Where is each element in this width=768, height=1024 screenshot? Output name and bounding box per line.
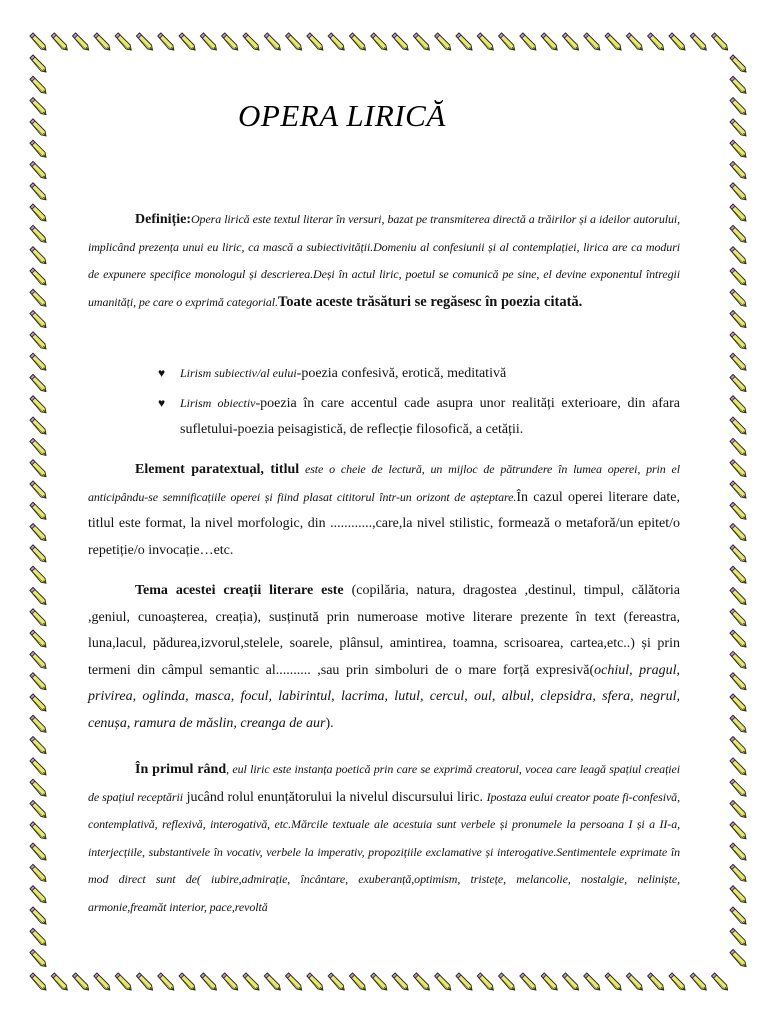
pencil-icon [30,886,46,903]
pencil-icon [730,950,746,967]
pencil-icon [626,33,642,50]
pencil-icon [200,33,216,50]
pencil-icon [392,33,408,50]
pencil-icon [30,502,46,519]
pencil-icon [30,651,46,668]
pencil-icon [30,545,46,562]
pencil-icon [30,353,46,370]
pencil-icon [243,33,259,50]
pencil-icon [30,268,46,285]
pencil-icon [94,33,110,50]
pencil-icon [730,609,746,626]
pencil-icon [30,973,46,990]
pencil-icon [563,973,579,990]
pencil-icon [584,33,600,50]
pencil-icon [435,33,451,50]
pencil-icon [648,33,664,50]
definition-text: Opera lirică este textul literar în versuri, bazat pe transmiterea directă a trăirilor și a ideilor autorului, implicând prezența unui eu liric, ca mască a subiectivității.Domeniu al confesiunii și al contemplației, lirica are ca moduri de expunere specifice monologul și descrierea.Deși în actul liric, poetul se comunică pe sine, el devine exponentul întregii umanități, pe care o exprimă categorial. [88,212,680,309]
theme-text: (copilăria, natura, dragostea ,destinul, timpul, călătoria ,geniul, cunoașterea, creația), susținută prin numeroase motive literare prezente în text (fereastra, luna,lacul, pădurea,izvorul,stelele, soarele, plânsul, amintirea, toamna, scrisoarea, cartea,etc..) și prin termeni din câmpul semantic al.......... ,sau prin simboluri de o mare forță expresivă( [88,583,680,678]
pencil-icon [30,225,46,242]
pencil-icon [730,55,746,72]
pencil-icon [30,98,46,115]
pencil-icon [51,33,67,50]
pencil-icon [30,822,46,839]
pencil-icon [730,588,746,605]
pencil-icon [730,119,746,136]
pencil-icon [730,289,746,306]
pencil-icon [179,33,195,50]
pencil-icon [30,758,46,775]
pencil-icon [730,545,746,562]
pencil-icon [30,694,46,711]
pencil-icon [730,886,746,903]
pencil-icon [730,673,746,690]
pencil-icon [222,33,238,50]
paratext-italic: este o cheie de lectură, un mijloc de pătrundere în lumea operei, prin el anticipându-se semnificațiile operei și fiind plasat cititorul într-un orizont de așteptare. [88,462,680,504]
pencil-icon [456,33,472,50]
pencil-icon [730,438,746,455]
pencil-icon [30,311,46,328]
pencil-icon [730,907,746,924]
pencil-icon [30,609,46,626]
pencil-icon [690,33,706,50]
pencil-icon [30,588,46,605]
pencil-icon [264,33,280,50]
pencil-icon [541,33,557,50]
pencil-icon [477,33,493,50]
pencil-icon [30,460,46,477]
pencil-icon [30,779,46,796]
pencil-icon [730,737,746,754]
pencil-icon [94,973,110,990]
pencil-icon [648,973,664,990]
pencil-icon [30,417,46,434]
pencil-icon [30,524,46,541]
pencil-icon [243,973,259,990]
pencil-icon [350,33,366,50]
pencil-icon [222,973,238,990]
pencil-icon [371,973,387,990]
pencil-icon [730,332,746,349]
pencil-icon [730,311,746,328]
pencil-icon [30,396,46,413]
pencil-icon [51,973,67,990]
pencil-icon [30,481,46,498]
pencil-icon [563,33,579,50]
pencil-icon [30,140,46,157]
pencil-icon [456,973,472,990]
pencil-icon [584,973,600,990]
heart-bullet-icon: ♥ [158,366,166,380]
pencil-icon [115,33,131,50]
pencil-icon [30,864,46,881]
pencil-icon [30,907,46,924]
pencil-icon [30,566,46,583]
paratext-paragraph [88,456,680,564]
pencil-icon [730,566,746,583]
pencil-icon [712,973,728,990]
pencil-icon [392,973,408,990]
pencil-icon [690,973,706,990]
pencil-icon [115,973,131,990]
pencil-icon [520,33,536,50]
pencil-icon [73,33,89,50]
pencil-icon [605,973,621,990]
pencil-icon [137,973,153,990]
theme-paragraph [88,578,680,737]
pencil-icon [712,33,728,50]
pencil-icon [137,33,153,50]
pencil-icon [499,33,515,50]
pencil-icon [158,33,174,50]
pencil-icon [30,928,46,945]
lyric-types-list [158,360,680,446]
pencil-icon [30,843,46,860]
pencil-icon [30,76,46,93]
bullet-italic: Lirism obiectiv [180,395,256,410]
pencil-icon [730,694,746,711]
pencil-icon [30,737,46,754]
pencil-icon [730,375,746,392]
pencil-icon [730,162,746,179]
first-italic-1: , eul liric este instanța poetică prin care se exprimă creatorul, vocea care leagă spațiul creației de spațiul receptării [88,762,681,804]
pencil-icon [626,973,642,990]
pencil-icon [730,98,746,115]
theme-symbols: ochiul, pragul, privirea, oglinda, masca, focul, labirintul, lacrima, lutul, cercul, oul, albul, clepsidra, sfera, negrul, cenușa, ramura de măslin, creanga de aur [88,662,680,731]
first-italic-2: Ipostaza eului creator poate fi-confesivă, contemplativă, reflexivă, interogativă, etc.Mărcile textuale ale acestuia sunt verbele și pronumele la persoana I și a II-a, interjecțiile, substantivele în vocativ, verbele la imperativ, propozițiile exclamative și interogative.Sentimentele exprimate în mod direct sunt de( iubire,admirație, încântare, exuberanță,optimism, tristețe, melancolie, nostalgie, neliniște, armonie,freamăt interior, pace,revoltă [88,789,680,914]
pencil-icon [435,973,451,990]
pencil-icon [730,779,746,796]
first-lead: În primul rând [135,762,227,777]
pencil-icon [730,353,746,370]
pencil-icon [730,247,746,264]
pencil-icon [30,55,46,72]
first-paragraph [88,756,680,921]
first-text: jucând rolul enunțătorului la nivelul discursului liric. [182,789,487,805]
paratext-lead: Element paratextual, titlul [135,462,300,477]
pencil-icon [541,973,557,990]
pencil-icon [328,33,344,50]
pencil-icon [328,973,344,990]
pencil-icon [730,140,746,157]
pencil-icon [730,864,746,881]
pencil-icon [307,33,323,50]
pencil-icon [730,822,746,839]
heart-bullet-icon: ♥ [158,395,166,410]
pencil-icon [730,630,746,647]
pencil-icon [730,417,746,434]
bullet-text: -poezia confesivă, erotică, meditativă [296,366,507,381]
document-page [88,88,680,938]
list-item [158,390,680,444]
pencil-icon [30,375,46,392]
pencil-icon [730,651,746,668]
pencil-icon [730,502,746,519]
list-item [158,360,680,388]
pencil-icon [73,973,89,990]
pencil-icon [730,396,746,413]
pencil-icon [730,268,746,285]
pencil-icon [30,332,46,349]
pencil-icon [30,183,46,200]
pencil-icon [605,33,621,50]
pencil-icon [730,843,746,860]
pencil-icon [730,928,746,945]
pencil-icon [179,973,195,990]
pencil-icon [286,973,302,990]
bullet-italic: Lirism subiectiv/al eului [180,366,297,380]
pencil-icon [158,973,174,990]
pencil-icon [371,33,387,50]
pencil-icon [730,225,746,242]
pencil-icon [730,481,746,498]
pencil-icon [413,973,429,990]
pencil-icon [286,33,302,50]
pencil-icon [264,973,280,990]
pencil-icon [730,801,746,818]
pencil-icon [307,973,323,990]
pencil-icon [30,438,46,455]
pencil-icon [30,801,46,818]
pencil-icon [730,204,746,221]
pencil-icon [30,950,46,967]
pencil-icon [669,973,685,990]
pencil-icon [730,76,746,93]
pencil-icon [30,715,46,732]
page-title: OPERA LIRICĂ [238,98,446,133]
pencil-icon [30,247,46,264]
pencil-icon [477,973,493,990]
pencil-icon [669,33,685,50]
paratext-text: În cazul operei literare date, titlul este format, la nivel morfologic, din ............,care,la nivel stilistic, formează o metaforă/un epitet/o repetiție/o invocație…etc. [88,489,681,558]
pencil-icon [413,33,429,50]
bullet-text: -poezia în care accentul cade asupra unor realități exterioare, din afara sufletului-poezia peisagistică, de reflecție filosofică, a cetății. [180,395,681,437]
definition-closing: Toate aceste trăsături se regăsesc în poezia citată. [277,293,583,310]
theme-end: ). [325,715,334,731]
pencil-icon [30,289,46,306]
pencil-icon [499,973,515,990]
theme-lead: Tema acestei creații literare este [135,583,344,598]
pencil-icon [30,204,46,221]
pencil-icon [520,973,536,990]
pencil-icon [30,33,46,50]
pencil-icon [730,715,746,732]
pencil-icon [30,673,46,690]
pencil-icon [350,973,366,990]
pencil-icon [730,183,746,200]
pencil-icon [730,460,746,477]
pencil-icon [30,119,46,136]
pencil-icon [200,973,216,990]
definition-lead: Definiție: [135,212,191,227]
pencil-icon [730,758,746,775]
pencil-icon [730,524,746,541]
pencil-icon [30,630,46,647]
pencil-icon [30,162,46,179]
definition-paragraph [88,206,680,316]
